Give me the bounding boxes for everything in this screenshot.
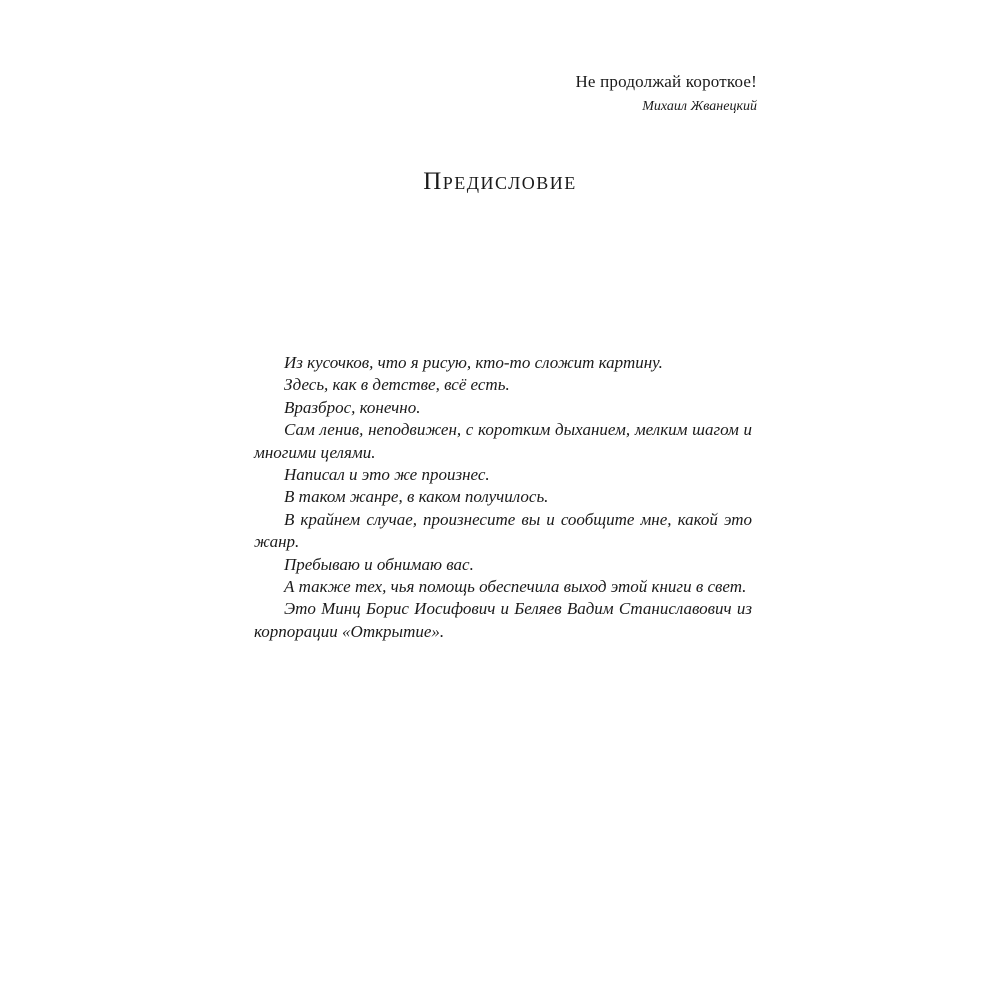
epigraph-author: Михаил Жванецкий [642,99,757,114]
paragraph: Пребываю и обнимаю вас. [284,554,474,574]
paragraph: Здесь, как в детстве, всё есть. [284,375,510,395]
paragraph: Из кусочков, что я рисую, кто-то сложит картину. [284,353,663,372]
chapter-title: Предисловие [423,168,577,195]
paragraph: В таком жанре, в каком получилось. [284,487,549,507]
paragraph: Это Минц Борис Иосифович и Беляев Вадим Станиславович из корпорации «Открытие». [254,599,752,641]
epigraph-quote: Не продолжай короткое! [575,72,757,91]
paragraph: Написал и это же произнес. [284,465,490,485]
body-text [254,352,752,643]
paragraph: В крайнем случае, произнесите вы и сообщите мне, какой это жанр. [254,509,752,552]
paragraph: Сам ленив, неподвижен, с коротким дыханием, мелким шагом и многими целями. [254,420,752,462]
epigraph [575,70,757,118]
paragraph: Вразброс, конечно. [284,397,421,417]
paragraph: А также тех, чья помощь обеспечила выход этой книги в свет. [284,577,747,597]
